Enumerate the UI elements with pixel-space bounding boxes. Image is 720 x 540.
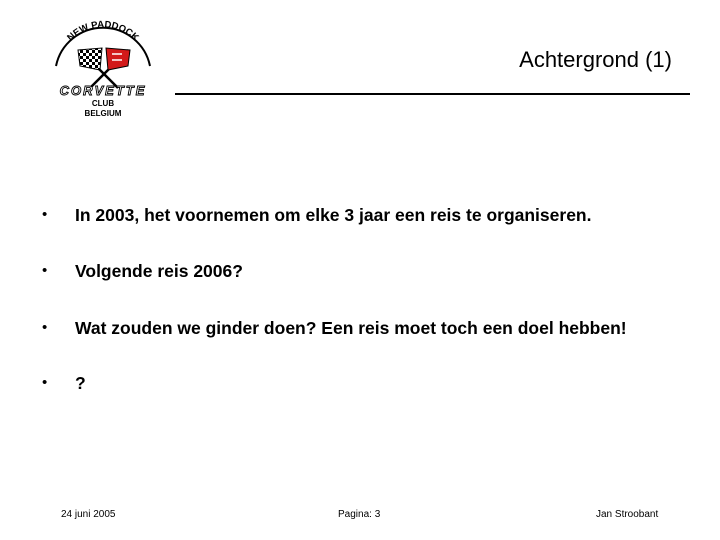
logo-arc-text: NEW PADDOCK: [65, 20, 141, 44]
logo-club-text: CLUB: [91, 99, 115, 108]
bullet-item: [40, 371, 690, 395]
logo-country-text: BELGIUM: [84, 109, 122, 118]
logo-brand-text: CORVETTE: [59, 83, 147, 98]
bullet-marker: •: [42, 374, 48, 391]
bullet-item: [40, 259, 690, 283]
footer-page-number: Pagina: 3: [338, 509, 381, 520]
bullet-marker: •: [42, 206, 48, 223]
bullet-list: [40, 203, 690, 395]
bullet-item: [40, 316, 635, 340]
bullet-text: Volgende reis 2006?: [75, 261, 243, 281]
svg-text:NEW PADDOCK: [65, 20, 141, 44]
checkered-flag-icon: [78, 48, 102, 70]
footer-author: Jan Stroobant: [596, 509, 659, 520]
footer-date: 24 juni 2005: [61, 509, 116, 520]
bullet-text: ?: [75, 373, 86, 393]
bullet-marker: •: [42, 319, 48, 336]
bullet-marker: •: [42, 262, 48, 279]
red-flag-icon: [106, 48, 130, 70]
corvette-club-logo: [38, 20, 168, 120]
bullet-item: [40, 203, 690, 227]
title-divider: [175, 93, 690, 95]
slide-title: Achtergrond (1): [519, 47, 672, 72]
bullet-text: Wat zouden we ginder doen? Een reis moet toch een doel hebben!: [75, 318, 627, 338]
bullet-text: In 2003, het voornemen om elke 3 jaar een reis te organiseren.: [75, 205, 592, 225]
